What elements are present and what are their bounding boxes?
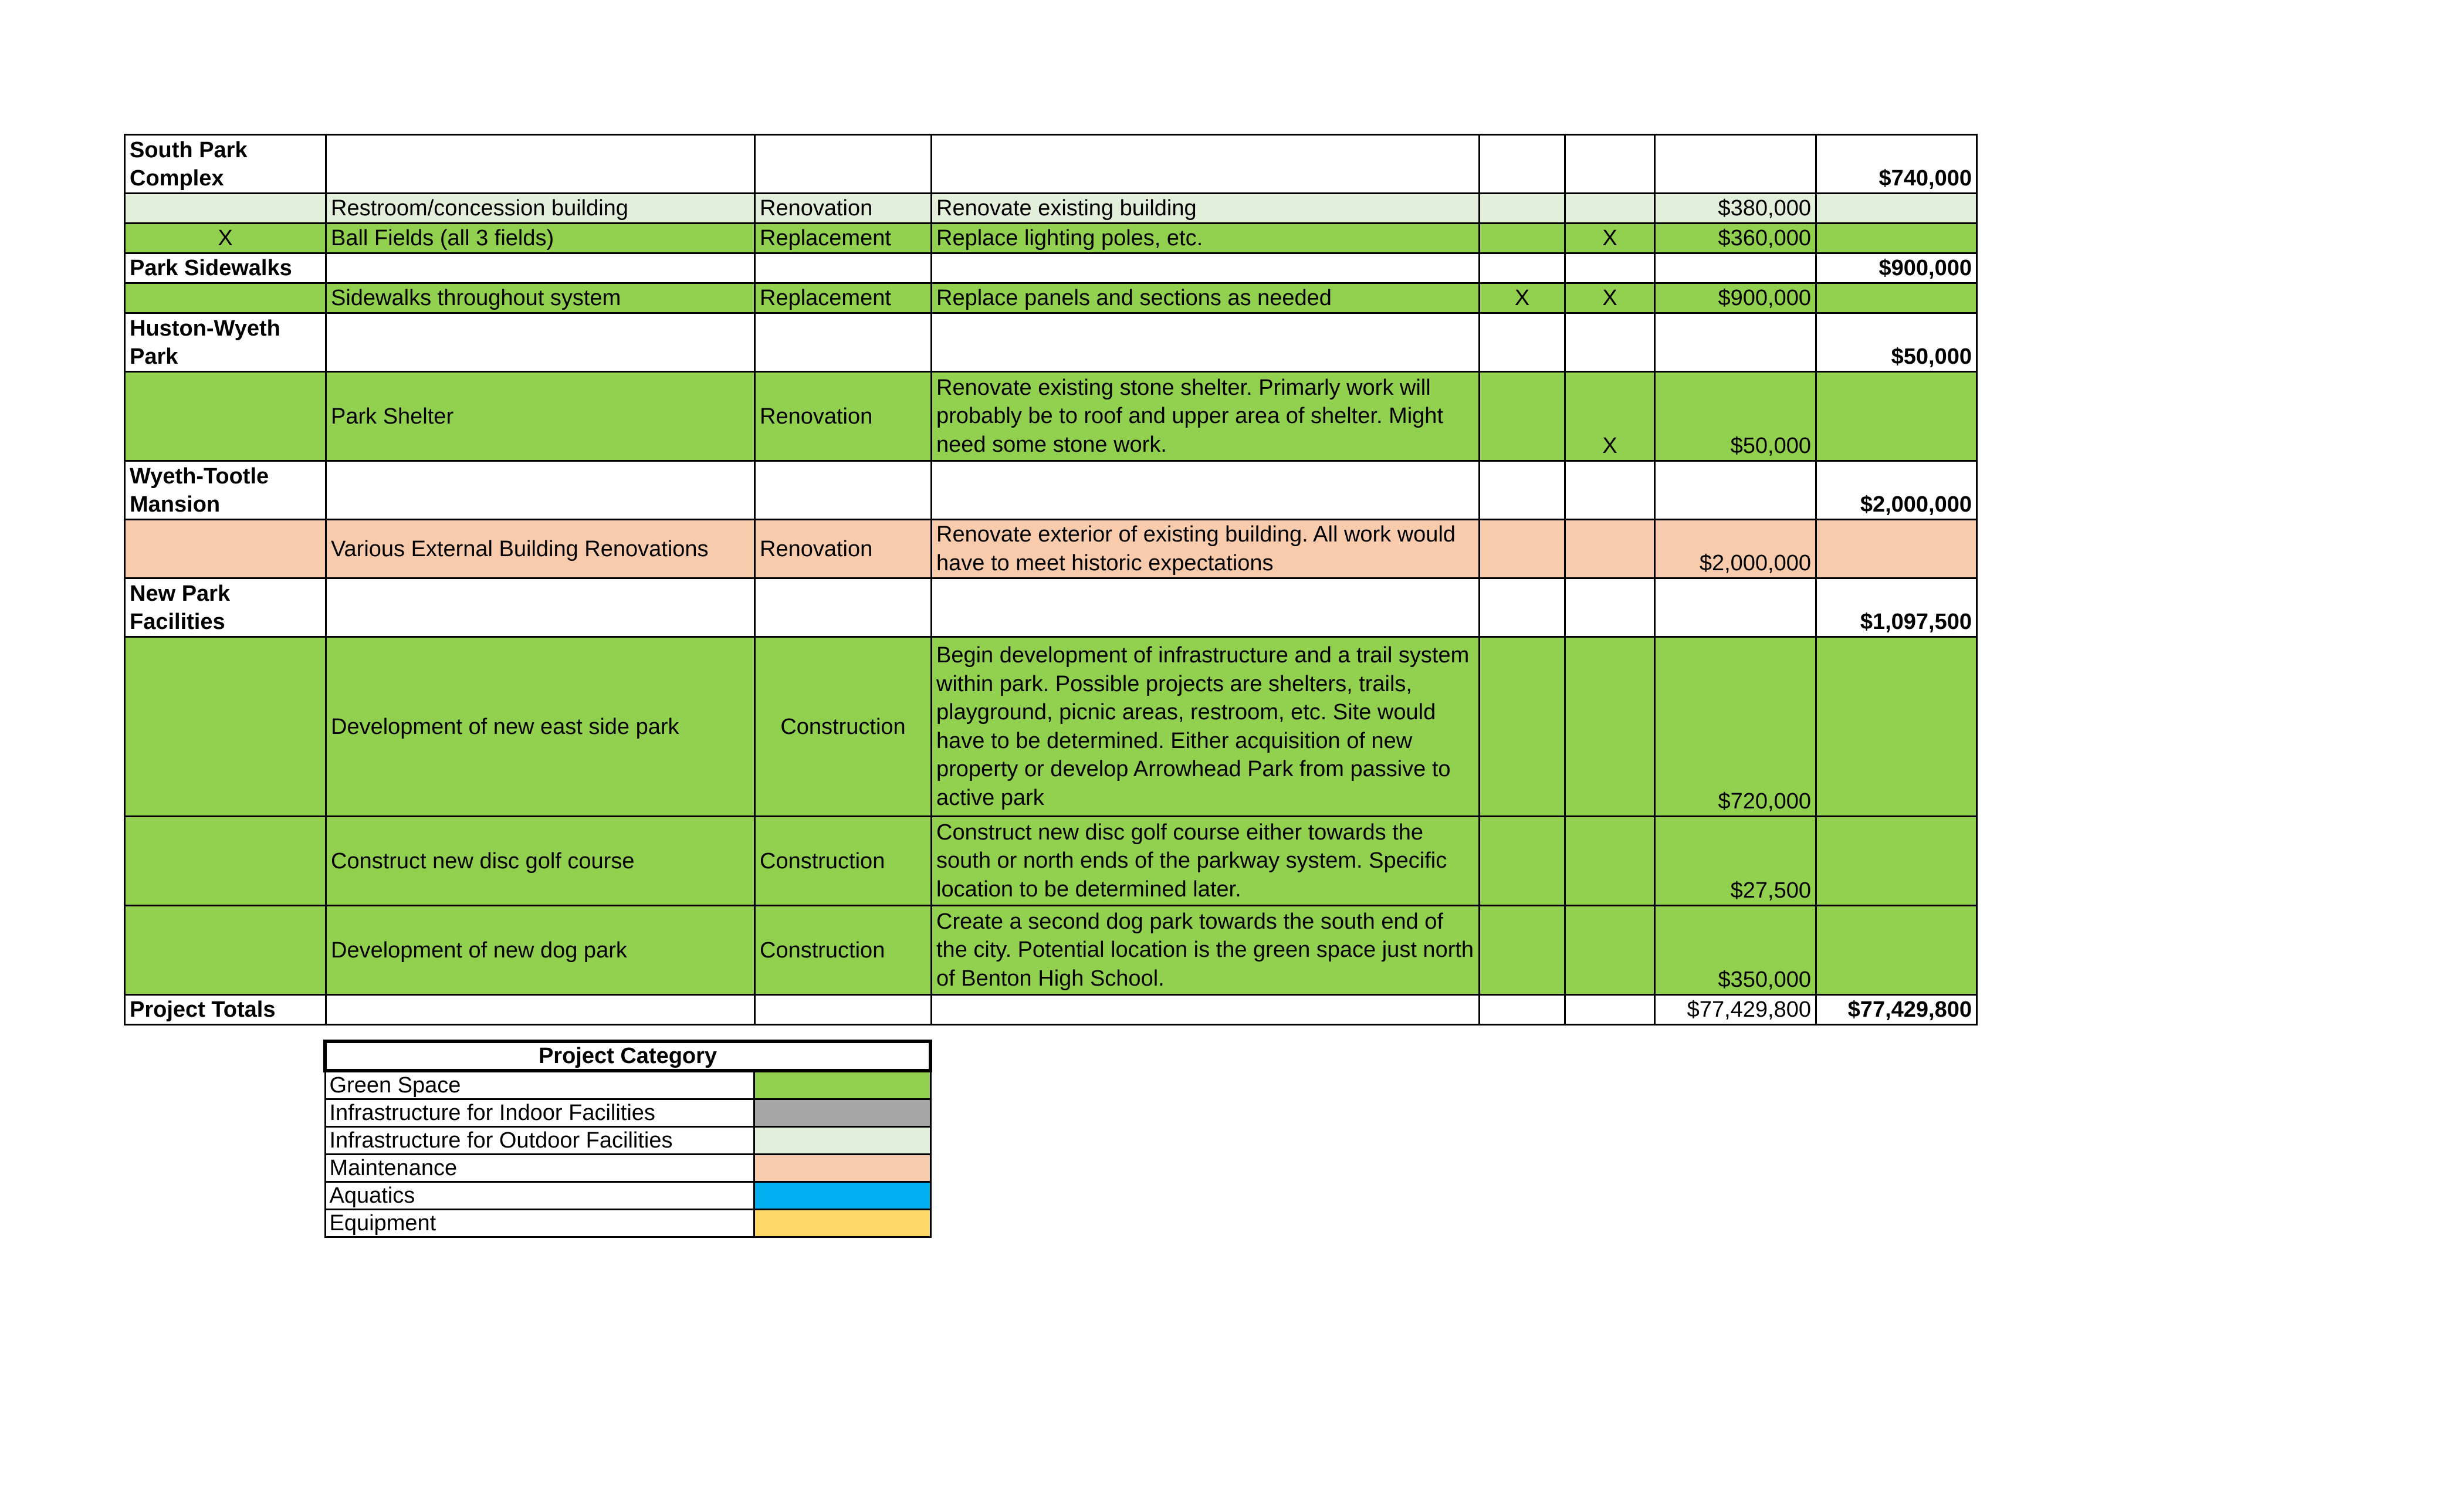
section-total: $2,000,000: [1816, 461, 1977, 520]
cost-cell: $720,000: [1655, 637, 1816, 817]
table-row: [125, 906, 1977, 995]
legend-label: Aquatics: [325, 1182, 754, 1210]
flag-cell: X: [125, 224, 326, 253]
mark-cell: [1480, 194, 1565, 224]
mark-cell: [1480, 637, 1565, 817]
description-cell: Replace lighting poles, etc.: [932, 224, 1480, 253]
totals-cost: $77,429,800: [1655, 995, 1816, 1025]
project-cell: Various External Building Renovations: [326, 520, 755, 578]
mark-cell: [1565, 817, 1655, 906]
totals-row: [125, 995, 1977, 1025]
cost-cell: $350,000: [1655, 906, 1816, 995]
type-cell: Renovation: [755, 194, 932, 224]
legend-label: Maintenance: [325, 1155, 754, 1182]
cost-cell: $900,000: [1655, 283, 1816, 313]
section-total: $50,000: [1816, 313, 1977, 372]
table-row: [125, 194, 1977, 224]
section-row: [125, 135, 1977, 194]
project-cell: Development of new east side park: [326, 637, 755, 817]
legend-title: Project Category: [325, 1041, 930, 1071]
description-cell: Construct new disc golf course either towards the south or north ends of the parkway system. Specific location to be determined later.: [932, 817, 1480, 906]
mark-cell: [1480, 906, 1565, 995]
legend-swatch: [754, 1099, 930, 1127]
legend-swatch: [754, 1182, 930, 1210]
mark-cell: [1480, 224, 1565, 253]
flag-cell: [125, 283, 326, 313]
section-row: [125, 313, 1977, 372]
legend-label: Infrastructure for Indoor Facilities: [325, 1099, 754, 1127]
legend-label: Infrastructure for Outdoor Facilities: [325, 1127, 754, 1155]
mark-cell: X: [1480, 283, 1565, 313]
legend-item: [325, 1071, 930, 1099]
mark-cell: [1480, 817, 1565, 906]
totals-label: Project Totals: [125, 995, 326, 1025]
flag-cell: [125, 372, 326, 461]
mark-cell: X: [1565, 224, 1655, 253]
table-row: [125, 637, 1977, 817]
project-cell: Construct new disc golf course: [326, 817, 755, 906]
legend-header: [325, 1041, 930, 1071]
type-cell: Construction: [755, 906, 932, 995]
mark-cell: [1480, 372, 1565, 461]
section-total: $900,000: [1816, 253, 1977, 283]
section-name: Wyeth-Tootle Mansion: [125, 461, 326, 520]
type-cell: Replacement: [755, 224, 932, 253]
section-name: South Park Complex: [125, 135, 326, 194]
section-row: [125, 253, 1977, 283]
project-cell: Restroom/concession building: [326, 194, 755, 224]
mark-cell: [1565, 520, 1655, 578]
section-total: $1,097,500: [1816, 578, 1977, 637]
flag-cell: [125, 194, 326, 224]
legend-swatch: [754, 1071, 930, 1099]
legend-item: [325, 1127, 930, 1155]
project-cell: Ball Fields (all 3 fields): [326, 224, 755, 253]
section-name: New Park Facilities: [125, 578, 326, 637]
cost-cell: $360,000: [1655, 224, 1816, 253]
cost-cell: $2,000,000: [1655, 520, 1816, 578]
category-legend: [323, 1040, 932, 1238]
section-name: Park Sidewalks: [125, 253, 326, 283]
mark-cell: [1480, 520, 1565, 578]
table-row: [125, 372, 1977, 461]
section-row: [125, 578, 1977, 637]
flag-cell: [125, 520, 326, 578]
section-total: $740,000: [1816, 135, 1977, 194]
table-row: [125, 283, 1977, 313]
cost-cell: $380,000: [1655, 194, 1816, 224]
legend-swatch: [754, 1155, 930, 1182]
cost-cell: $50,000: [1655, 372, 1816, 461]
section-row: [125, 461, 1977, 520]
mark-cell: X: [1565, 372, 1655, 461]
project-cell: Park Shelter: [326, 372, 755, 461]
description-cell: Create a second dog park towards the south end of the city. Potential location is the green space just north of Benton High School.: [932, 906, 1480, 995]
type-cell: Construction: [755, 637, 932, 817]
legend-item: [325, 1155, 930, 1182]
flag-cell: [125, 637, 326, 817]
description-cell: Renovate existing building: [932, 194, 1480, 224]
mark-cell: [1565, 194, 1655, 224]
description-cell: Renovate exterior of existing building. All work would have to meet historic expectations: [932, 520, 1480, 578]
legend-label: Equipment: [325, 1210, 754, 1237]
type-cell: Construction: [755, 817, 932, 906]
type-cell: Renovation: [755, 520, 932, 578]
table-row: [125, 224, 1977, 253]
totals-grand: $77,429,800: [1816, 995, 1977, 1025]
flag-cell: [125, 906, 326, 995]
flag-cell: [125, 817, 326, 906]
type-cell: Renovation: [755, 372, 932, 461]
type-cell: Replacement: [755, 283, 932, 313]
legend-swatch: [754, 1127, 930, 1155]
legend-item: [325, 1099, 930, 1127]
description-cell: Renovate existing stone shelter. Primarly work will probably be to roof and upper area of shelter. Might need some stone work.: [932, 372, 1480, 461]
mark-cell: [1565, 637, 1655, 817]
cost-cell: $27,500: [1655, 817, 1816, 906]
description-cell: Begin development of infrastructure and a trail system within park. Possible projects are shelters, trails, playground, picnic areas, restroom, etc. Site would have to be determined. Either acquisition of new property or develop Arrowhead Park from passive to active park: [932, 637, 1480, 817]
section-name: Huston-Wyeth Park: [125, 313, 326, 372]
legend-label: Green Space: [325, 1071, 754, 1099]
description-cell: Replace panels and sections as needed: [932, 283, 1480, 313]
mark-cell: X: [1565, 283, 1655, 313]
legend-item: [325, 1182, 930, 1210]
legend-swatch: [754, 1210, 930, 1237]
mark-cell: [1565, 906, 1655, 995]
table-row: [125, 817, 1977, 906]
legend-item: [325, 1210, 930, 1237]
table-row: [125, 520, 1977, 578]
project-cell: Development of new dog park: [326, 906, 755, 995]
project-cell: Sidewalks throughout system: [326, 283, 755, 313]
capital-projects-table: [124, 134, 1978, 1025]
